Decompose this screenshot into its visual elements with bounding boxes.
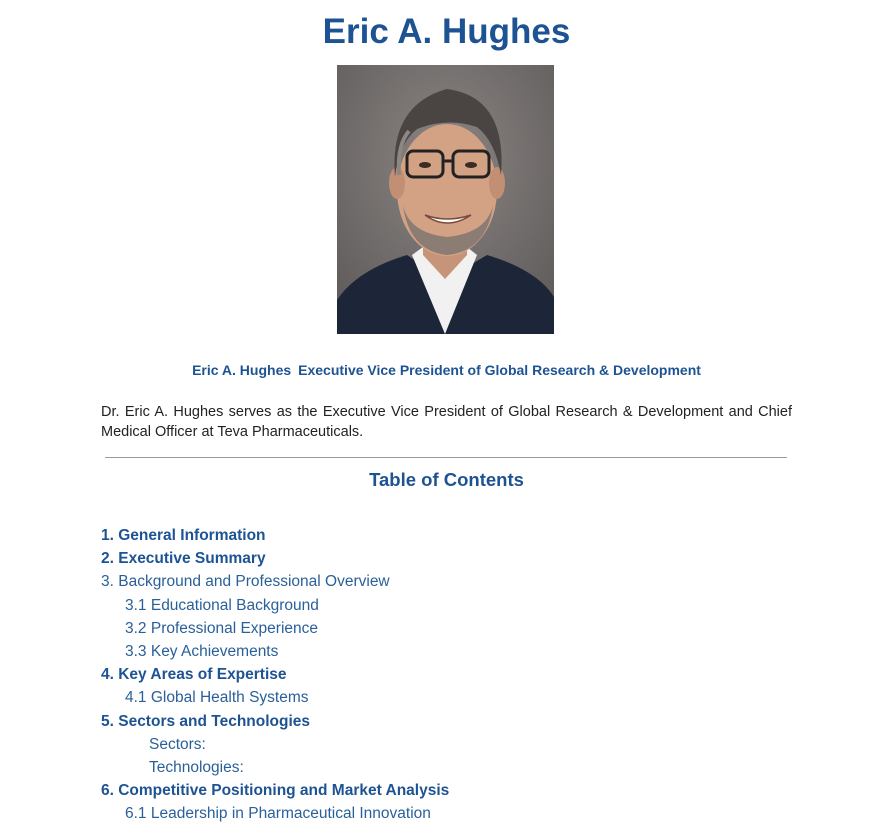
table-of-contents (101, 524, 801, 825)
toc-item-leadership-pharma-innovation[interactable]: 6.1 Leadership in Pharmaceutical Innovation (125, 805, 431, 823)
section-divider (105, 457, 787, 458)
toc-item-key-achievements[interactable]: 3.3 Key Achievements (125, 642, 279, 660)
toc-item-executive-summary[interactable]: 2. Executive Summary (101, 550, 266, 568)
toc-item-general-information[interactable]: 1. General Information (101, 527, 266, 544)
toc-item-professional-experience[interactable]: 3.2 Professional Experience (125, 619, 319, 637)
portrait-caption (0, 362, 877, 378)
caption-role: Executive Vice President of Global Research & Development (298, 362, 701, 378)
toc-item-background-professional-overview[interactable]: 3. Background and Professional Overview (101, 573, 390, 591)
toc-item-global-health-systems[interactable]: 4.1 Global Health Systems (125, 689, 309, 707)
toc-item-competitive-positioning[interactable]: 6. Competitive Positioning and Market Analysis (101, 782, 450, 800)
toc-item-technologies[interactable]: Technologies: (149, 758, 244, 776)
summary-paragraph: Dr. Eric A. Hughes serves as the Executive Vice President of Global Research & Development and Chief Medical Officer at Teva Pharmaceuticals. (101, 404, 792, 440)
page-title: Eric A. Hughes (322, 12, 571, 51)
toc-item-key-areas-of-expertise[interactable]: 4. Key Areas of Expertise (101, 666, 287, 684)
portrait-illustration (337, 65, 554, 334)
toc-item-educational-background[interactable]: 3.1 Educational Background (125, 596, 319, 614)
portrait-photo (337, 65, 554, 334)
caption-name: Eric A. Hughes (192, 362, 292, 378)
toc-item-sectors[interactable]: Sectors: (149, 735, 206, 753)
toc-item-sectors-and-technologies[interactable]: 5. Sectors and Technologies (101, 712, 311, 730)
toc-title: Table of Contents (369, 469, 524, 490)
